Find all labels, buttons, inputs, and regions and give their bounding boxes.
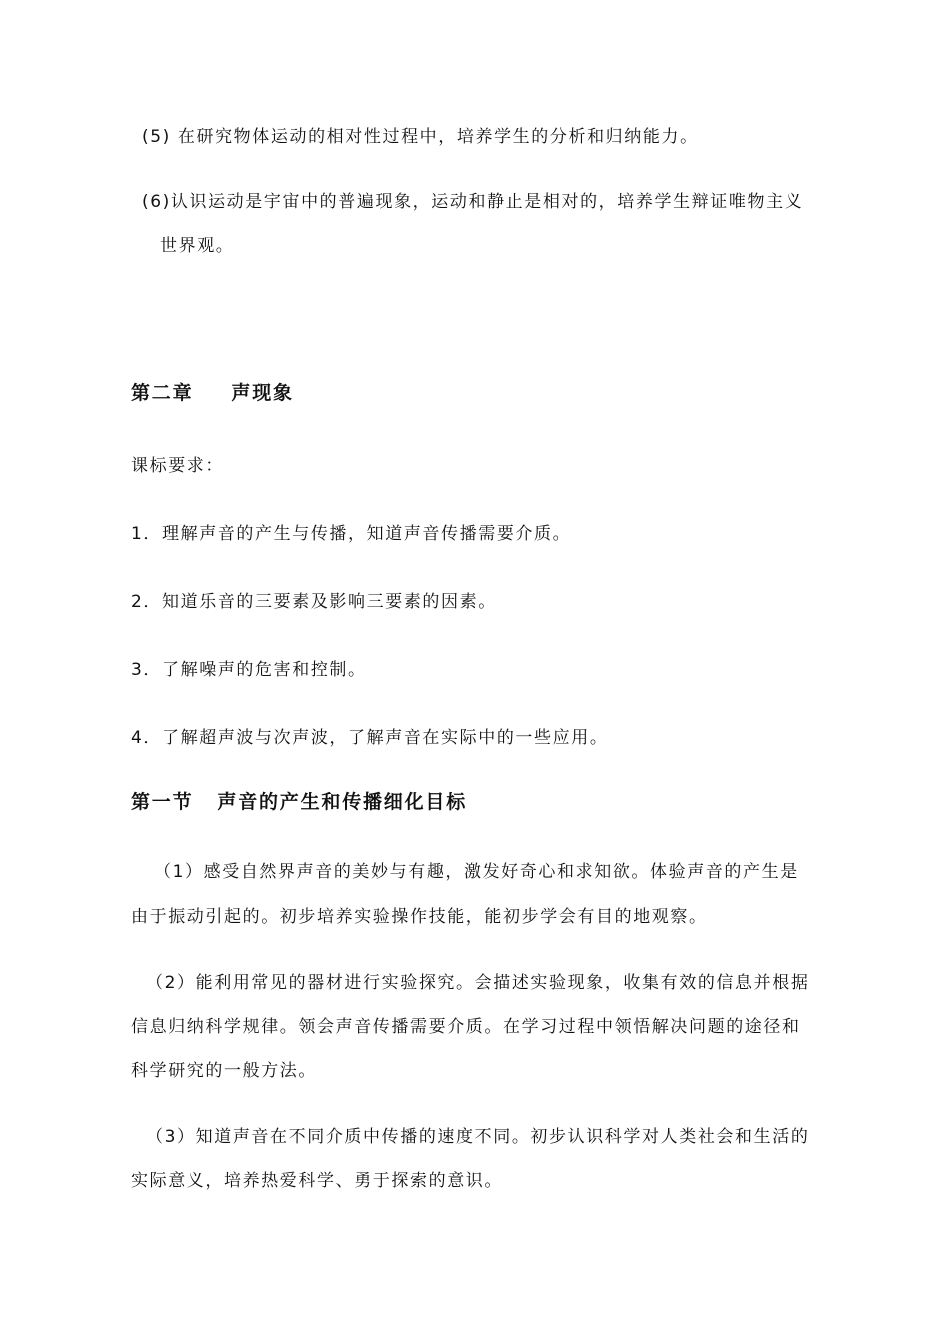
goal-3-line-1: （3）知道声音在不同介质中传播的速度不同。初步认识科学对人类社会和生活的 [146, 1127, 810, 1147]
objective-item-6-line-2: 世界观。 [160, 236, 235, 256]
goal-3-line-2: 实际意义，培养热爱科学、勇于探索的意识。 [131, 1171, 503, 1191]
section-number: 第一节 [131, 791, 194, 813]
chapter-title: 声现象 [231, 382, 294, 404]
objective-item-6-line-1: (6)认识运动是宇宙中的普遍现象，运动和静止是相对的，培养学生辩证唯物主义 [142, 192, 804, 212]
chapter-heading [131, 382, 294, 404]
standards-item-2: 2．知道乐音的三要素及影响三要素的因素。 [131, 592, 497, 612]
standards-item-4: 4．了解超声波与次声波，了解声音在实际中的一些应用。 [131, 728, 609, 748]
goal-1-line-1: （1）感受自然界声音的美妙与有趣，激发好奇心和求知欲。体验声音的产生是 [154, 862, 799, 882]
goal-2-line-1: （2）能利用常见的器材进行实验探究。会描述实验现象，收集有效的信息并根据 [146, 973, 810, 993]
goal-2-line-2: 信息归纳科学规律。领会声音传播需要介质。在学习过程中领悟解决问题的途径和 [131, 1017, 801, 1037]
standards-item-1: 1．理解声音的产生与传播，知道声音传播需要介质。 [131, 524, 572, 544]
goal-1-line-2: 由于振动引起的。初步培养实验操作技能，能初步学会有目的地观察。 [131, 907, 708, 927]
section-heading [131, 791, 467, 813]
chapter-number: 第二章 [131, 382, 194, 404]
goal-2-line-3: 科学研究的一般方法。 [131, 1061, 317, 1081]
standards-item-3: 3．了解噪声的危害和控制。 [131, 660, 367, 680]
objective-item-5: (5) 在研究物体运动的相对性过程中，培养学生的分析和归纳能力。 [142, 127, 699, 147]
section-title: 声音的产生和传播细化目标 [217, 791, 468, 813]
standards-label: 课标要求： [131, 456, 224, 476]
